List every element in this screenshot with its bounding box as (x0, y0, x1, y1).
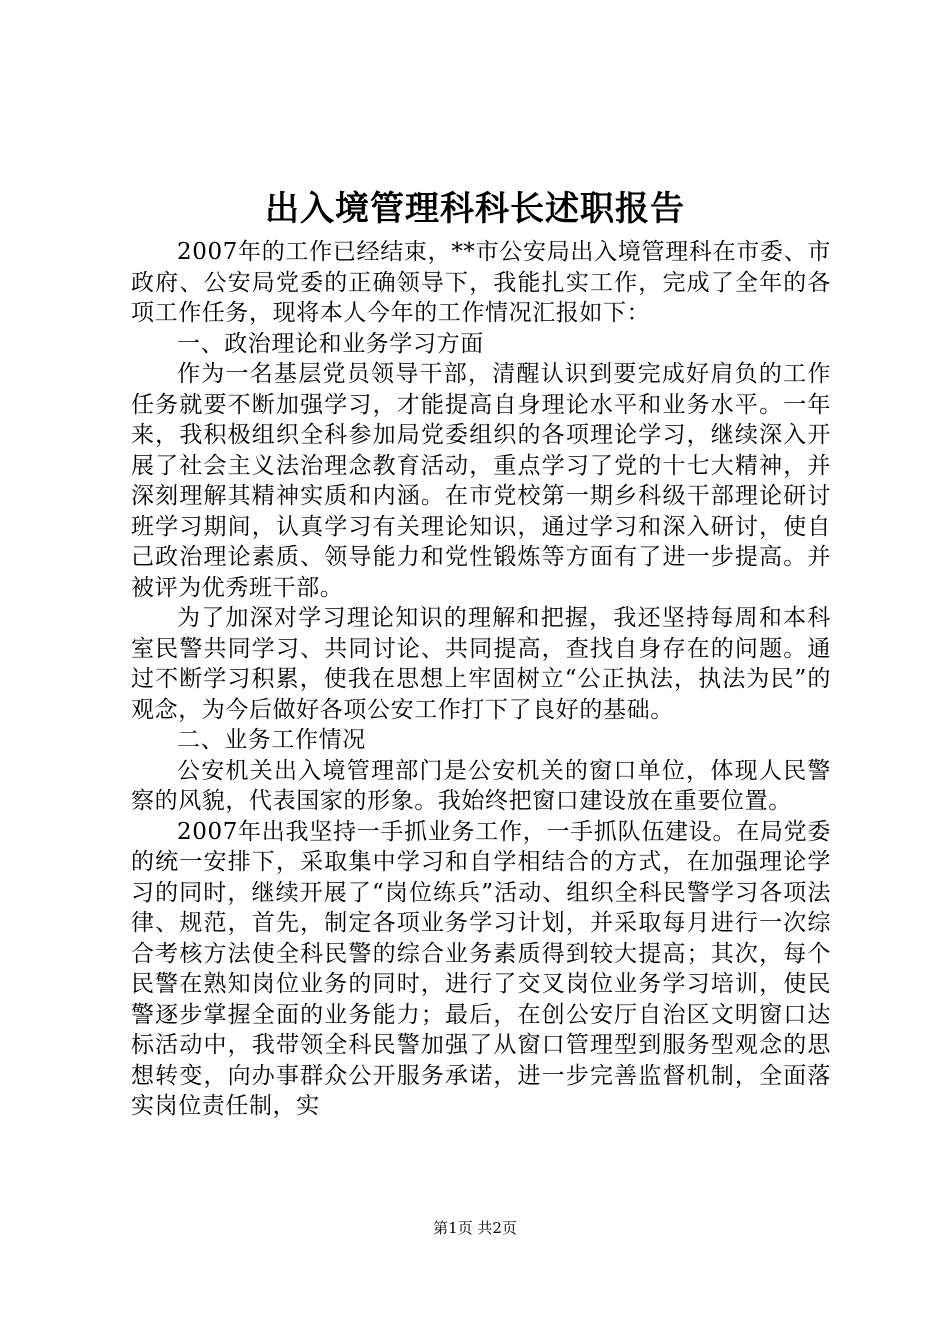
section-heading-1: 一、政治理论和业务学习方面 (177, 330, 484, 357)
intro-paragraph: 2007年的工作已经结束，**市公安局出入境管理科在市委、市政府、公安局党委的正确领导下，我能扎实工作，完成了全年的各项工作任务，现将本人今年的工作情况汇报如下： (131, 239, 831, 326)
section-heading-2: 二、业务工作情况 (177, 727, 366, 753)
document-title: 出入境管理科科长述职报告 (265, 189, 685, 229)
body-paragraph: 作为一名基层党员领导干部，清醒认识到要完成好肩负的工作任务就要不断加强学习，才能提高自身理论水平和业务水平。一年来，我积极组织全科参加局党委组织的各项理论学习，继续深入开展了社会主义法治理念教育活动，重点学习了党的十七大精神，并深刻理解其精神实质和内涵。在市党校第一期乡科级干部理论研讨班学习期间，认真学习有关理论知识，通过学习和深入研讨，使自己政治理论素质、领导能力和党性锻炼等方面有了进一步提高。并被评为优秀班干部。 (131, 361, 831, 601)
body-paragraph: 公安机关出入境管理部门是公安机关的窗口单位，体现人民警察的风貌，代表国家的形象。我始终把窗口建设放在重要位置。 (131, 757, 831, 814)
page-footer: 第1页 共2页 (433, 1219, 517, 1237)
body-paragraph: 2007年出我坚持一手抓业务工作，一手抓队伍建设。在局党委的统一安排下，采取集中学习和自学相结合的方式，在加强理论学习的同时，继续开展了“岗位练兵”活动、组织全科民警学习各项法律、规范，首先，制定各项业务学习计划，并采取每月进行一次综合考核方法使全科民警的综合业务素质得到较大提高；其次，每个民警在熟知岗位业务的同时，进行了交叉岗位业务学习培训，使民警逐步掌握全面的业务能力；最后，在创公安厅自治区文明窗口达标活动中，我带领全科民警加强了从窗口管理型到服务型观念的思想转变，向办事群众公开服务承诺，进一步完善监督机制，全面落实岗位责任制，实 (131, 818, 831, 1119)
body-paragraph: 为了加深对学习理论知识的理解和把握，我还坚持每周和本科室民警共同学习、共同讨论、共同提高，查找自身存在的问题。通过不断学习积累，使我在思想上牢固树立“公正执法，执法为民”的观念，为今后做好各项公安工作打下了良好的基础。 (131, 605, 831, 723)
document-body (131, 237, 831, 1122)
